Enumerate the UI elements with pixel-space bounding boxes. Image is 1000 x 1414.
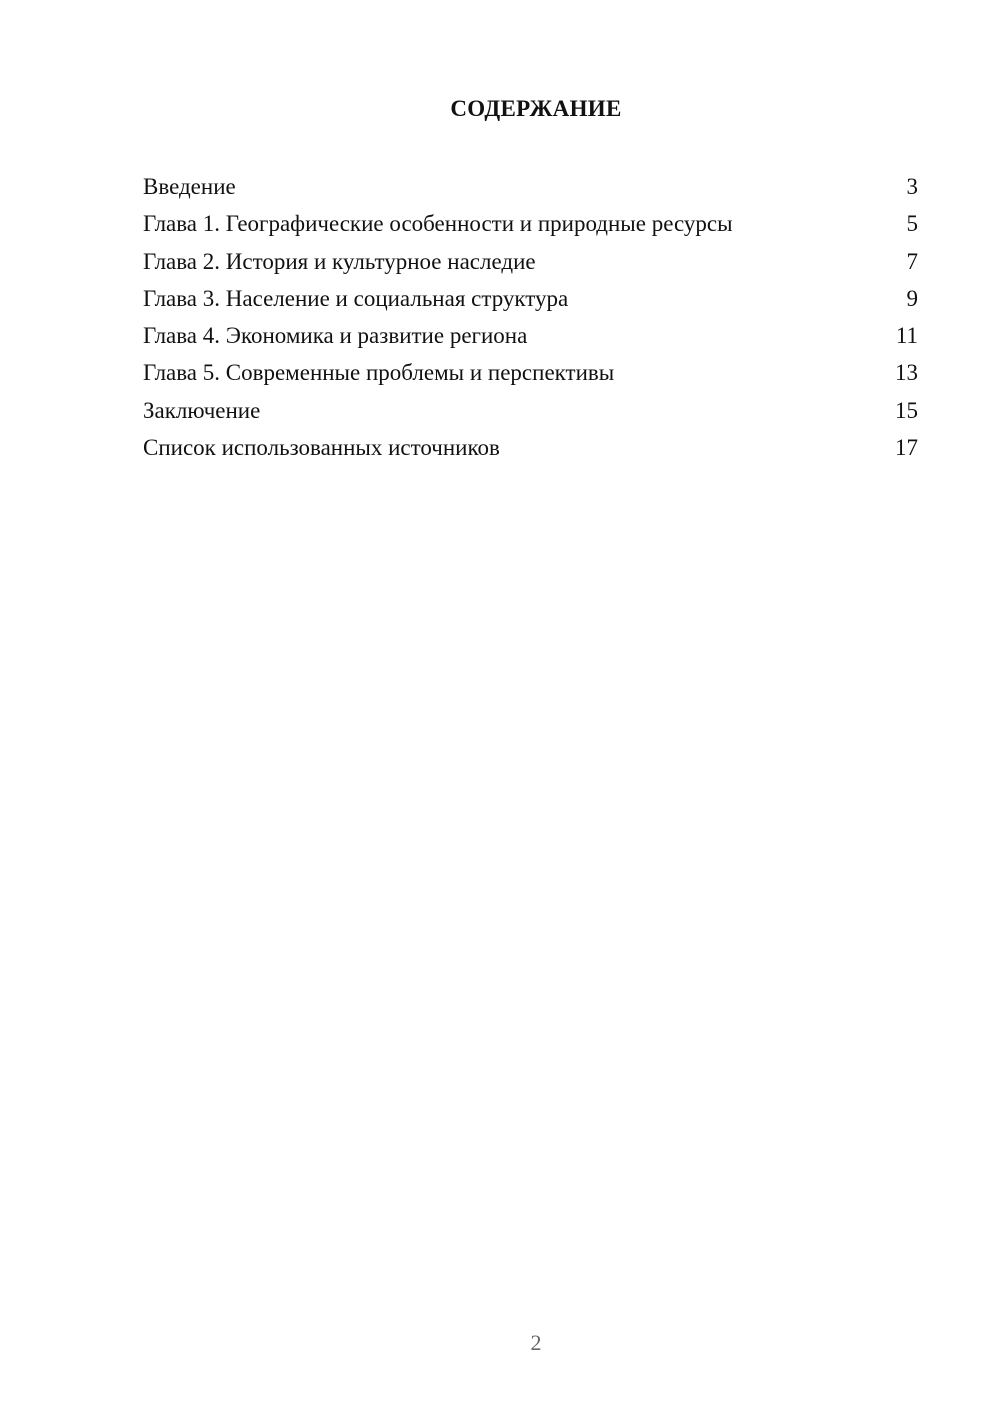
toc-entry-title: Глава 1. Географические особенности и природные ресурсы [143,211,733,237]
toc-entry-title: Глава 2. История и культурное наследие [143,248,536,274]
toc-entry-title: Введение [143,174,236,199]
toc-entry [143,317,918,354]
toc-entry [143,354,918,391]
toc-entry-page: 9 [906,285,918,311]
toc-entry-title: Заключение [143,397,261,423]
toc-entry-title: Глава 3. Население и социальная структура [143,285,569,311]
toc-entry [143,392,918,429]
toc-entry-title: Список использованных источников [143,435,500,461]
toc-entry-page: 17 [895,435,918,461]
toc-entry [143,429,918,466]
toc-entry-page: 7 [906,248,918,274]
toc-entry-page: 5 [906,211,918,237]
toc-entry-title: Глава 4. Экономика и развитие региона [143,323,528,349]
toc-entry [143,168,918,205]
toc-entry-page: 11 [895,323,918,349]
toc-entry-title: Глава 5. Современные проблемы и перспективы [143,360,615,386]
page-number: 2 [530,1330,542,1355]
toc-entry [143,280,918,317]
toc-heading: СОДЕРЖАНИЕ [450,96,622,121]
table-of-contents [143,168,918,466]
toc-entry [143,205,918,242]
toc-entry-page: 15 [895,397,918,423]
toc-entry [143,243,918,280]
toc-entry-page: 3 [906,174,918,199]
toc-entry-page: 13 [895,360,918,386]
